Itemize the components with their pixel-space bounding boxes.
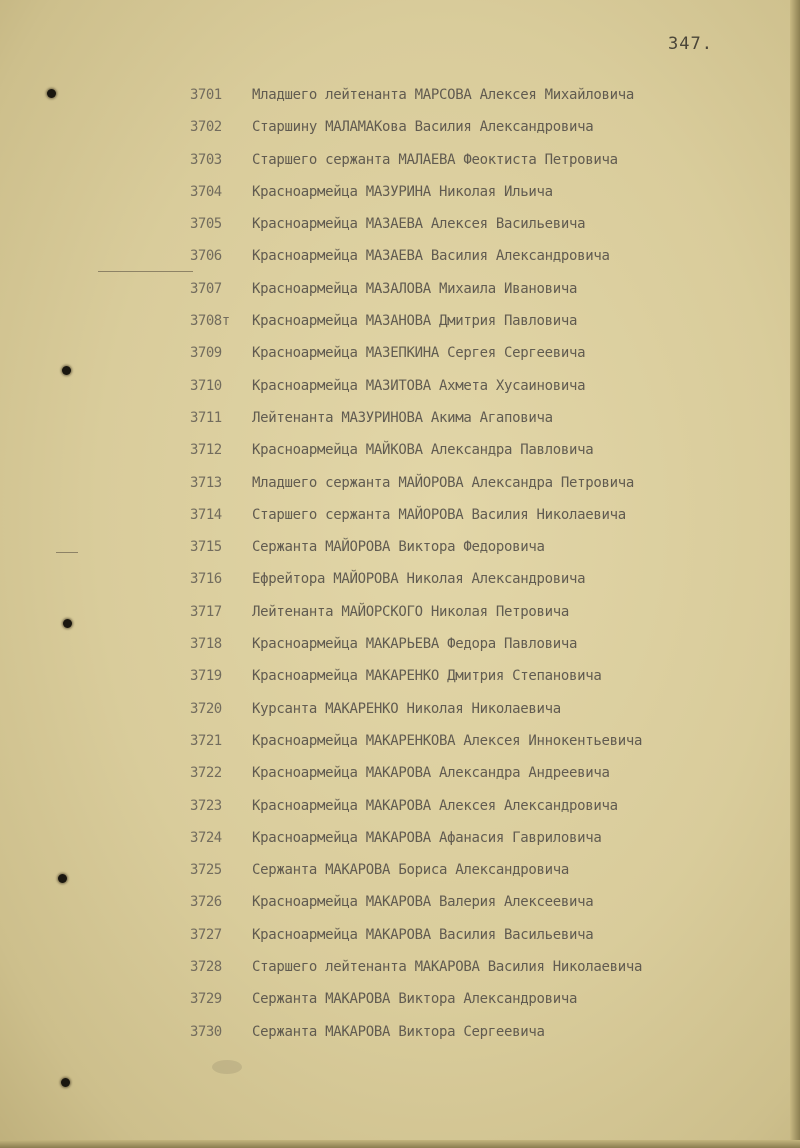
list-item (190, 795, 770, 827)
entry-number: 3729 (190, 991, 222, 1008)
binding-hole (63, 619, 72, 628)
entry-number: 3720 (190, 700, 222, 717)
list-item (190, 181, 770, 213)
binding-hole (61, 1078, 70, 1087)
entry-text: Сержанта МАЙОРОВА Виктора Федоровича (252, 539, 545, 556)
entry-number: 3710 (190, 377, 222, 394)
list-item (190, 633, 770, 665)
page-number: 347. (668, 34, 713, 54)
entry-number: 3718 (190, 636, 222, 653)
entry-number: 3712 (190, 442, 222, 459)
list-item (190, 504, 770, 536)
entry-number: 3719 (190, 668, 222, 685)
entry-number: 3704 (190, 183, 222, 200)
entry-number: 3711 (190, 409, 222, 426)
entry-number: 3730 (190, 1023, 222, 1040)
entry-text: Красноармейца МАКАРОВА Валерия Алексеевича (252, 894, 594, 911)
list-item (190, 891, 770, 923)
entry-number: 3707 (190, 280, 222, 297)
entry-text: Красноармейца МАЗАЕВА Василия Александровича (252, 248, 610, 265)
entry-text: Красноармейца МАКАРОВА Александра Андреевича (252, 765, 610, 782)
list-item (190, 827, 770, 859)
entry-text: Сержанта МАКАРОВА Виктора Сергеевича (252, 1023, 545, 1040)
entry-text: Красноармейца МАЗУРИНА Николая Ильича (252, 183, 553, 200)
entry-number: 3708т (190, 313, 230, 330)
list-item (190, 988, 770, 1020)
entry-text: Красноармейца МАЗАЛОВА Михаила Ивановича (252, 280, 578, 297)
entry-text: Красноармейца МАЗЕПКИНА Сергея Сергеевича (252, 345, 586, 362)
entry-text: Красноармейца МАЗАЕВА Алексея Васильевича (252, 216, 586, 233)
entry-text: Младшего сержанта МАЙОРОВА Александра Петровича (252, 474, 635, 491)
entry-number: 3701 (190, 87, 222, 103)
entry-number: 3706 (190, 248, 222, 265)
award-list (190, 84, 770, 1053)
entry-text: Старшего лейтенанта МАКАРОВА Василия Николаевича (252, 959, 643, 976)
entry-number: 3702 (190, 119, 222, 136)
entry-number: 3724 (190, 829, 222, 846)
pencil-stroke (56, 552, 78, 553)
entry-text: Курсанта МАКАРЕНКО Николая Николаевича (252, 700, 561, 717)
entry-number: 3728 (190, 959, 222, 976)
entry-text: Красноармейца МАЗАНОВА Дмитрия Павловича (252, 313, 578, 330)
entry-number: 3726 (190, 894, 222, 911)
entry-number: 3705 (190, 216, 222, 233)
list-item (190, 310, 770, 342)
entry-text: Лейтенанта МАЙОРСКОГО Николая Петровича (252, 603, 570, 620)
entry-number: 3721 (190, 732, 222, 749)
list-item (190, 342, 770, 374)
list-item (190, 698, 770, 730)
list-item (190, 245, 770, 277)
entry-number: 3713 (190, 474, 222, 491)
list-item (190, 956, 770, 988)
entry-text: Старшину МАЛАМАКова Василия Александровича (252, 119, 594, 136)
entry-number: 3717 (190, 603, 222, 620)
list-item (190, 375, 770, 407)
list-item (190, 665, 770, 697)
list-item (190, 278, 770, 310)
entry-text: Красноармейца МАКАРОВА Афанасия Гавриловича (252, 829, 602, 846)
entry-text: Старшего сержанта МАЛАЕВА Феоктиста Петровича (252, 151, 618, 168)
ink-smudge (212, 1060, 242, 1074)
entry-text: Ефрейтора МАЙОРОВА Николая Александровича (252, 571, 586, 588)
entry-text: Красноармейца МАЙКОВА Александра Павловича (252, 442, 594, 459)
binding-hole (47, 89, 56, 98)
entry-number: 3723 (190, 797, 222, 814)
list-item (190, 601, 770, 633)
list-item (190, 472, 770, 504)
list-item (190, 924, 770, 956)
entry-text: Старшего сержанта МАЙОРОВА Василия Николаевича (252, 506, 626, 523)
entry-text: Красноармейца МАКАРОВА Василия Васильевича (252, 926, 594, 943)
entry-number: 3727 (190, 926, 222, 943)
list-item (190, 536, 770, 568)
entry-text: Красноармейца МАЗИТОВА Ахмета Хусаиновича (252, 377, 586, 394)
list-item (190, 116, 770, 148)
binding-hole (62, 366, 71, 375)
entry-text: Сержанта МАКАРОВА Бориса Александровича (252, 862, 570, 879)
entry-number: 3716 (190, 571, 222, 588)
entry-text: Красноармейца МАКАРЬЕВА Федора Павловича (252, 636, 578, 653)
list-item (190, 1021, 770, 1053)
entry-text: Младшего лейтенанта МАРСОВА Алексея Михайловича (252, 87, 635, 103)
binding-hole (58, 874, 67, 883)
list-item (190, 439, 770, 471)
pencil-stroke (98, 271, 193, 272)
entry-number: 3725 (190, 862, 222, 879)
entry-text: Красноармейца МАКАРОВА Алексея Александровича (252, 797, 618, 814)
list-item (190, 213, 770, 245)
list-item (190, 762, 770, 794)
list-item (190, 149, 770, 181)
list-item (190, 568, 770, 600)
list-item (190, 84, 770, 116)
entry-number: 3722 (190, 765, 222, 782)
entry-text: Лейтенанта МАЗУРИНОВА Акима Агаповича (252, 409, 553, 426)
page-edge-right (790, 0, 800, 1148)
page-edge-bottom (0, 1140, 800, 1148)
entry-number: 3715 (190, 539, 222, 556)
list-item (190, 407, 770, 439)
entry-text: Красноармейца МАКАРЕНКОВА Алексея Иннокентьевича (252, 732, 643, 749)
list-item (190, 730, 770, 762)
entry-number: 3703 (190, 151, 222, 168)
entry-number: 3709 (190, 345, 222, 362)
entry-text: Сержанта МАКАРОВА Виктора Александровича (252, 991, 578, 1008)
list-item (190, 859, 770, 891)
entry-text: Красноармейца МАКАРЕНКО Дмитрия Степановича (252, 668, 602, 685)
entry-number: 3714 (190, 506, 222, 523)
